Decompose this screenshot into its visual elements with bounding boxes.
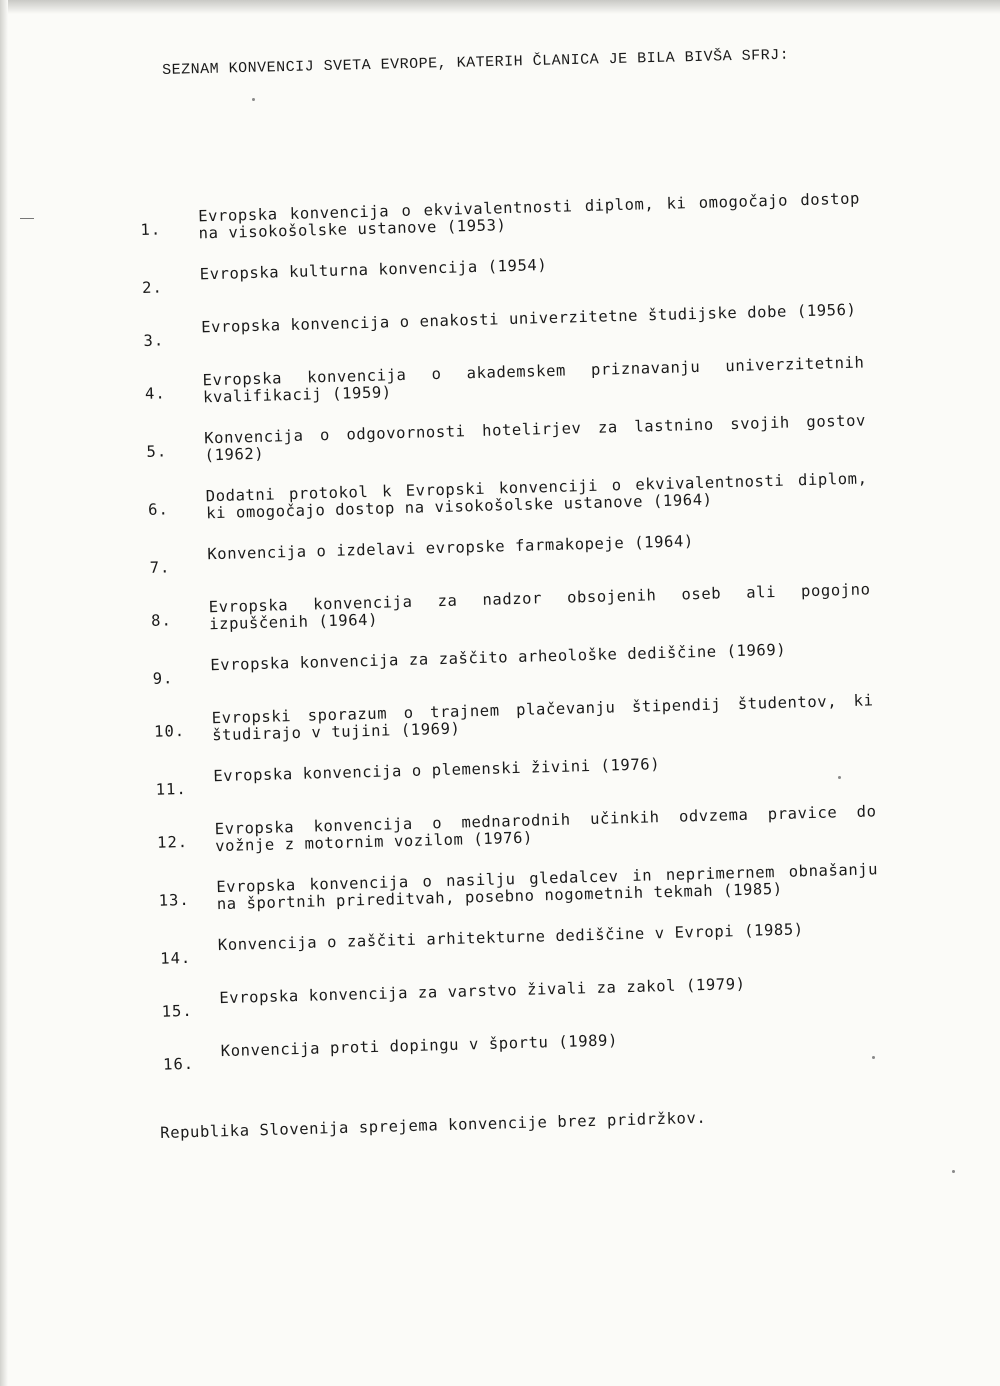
item-number: 2. [141,278,164,297]
scan-speck [252,98,255,101]
item-number: 3. [143,331,165,350]
list-item [161,972,882,1020]
scan-speck [838,776,841,779]
list-item [146,412,867,465]
list-item [163,1025,884,1073]
list-item [160,919,881,967]
list-item [148,470,869,523]
item-text: Evropska konvencija za zaščito arheološke dediščine (1969) [210,640,787,675]
list-item [144,354,865,407]
item-text: Konvencija o odgovornosti hotelirjev za lastnino svojih gostov (1962) [203,411,867,465]
item-text: Evropska konvencija o ekvivalentnosti diplom, ki omogočajo dostop na visokošolske ustanove (1953) [197,189,861,243]
list-item [151,581,872,634]
item-number: 4. [144,384,166,403]
item-text: Evropski sporazum o trajnem plačevanju štipendij študentov, ki študirajo v tujini (1969) [211,691,874,745]
item-number: 9. [152,669,174,688]
item-text: Evropska kulturna konvencija (1954) [199,256,548,284]
item-text: Evropska konvencija o nasilju gledalcev in neprimernem obnašanju na športnih prireditvah, posebno nogometnih tekmah (1985) [216,860,879,914]
item-number: 12. [156,832,189,852]
item-text: Evropska konvencija o mednarodnih učinkih odvzema pravice do vožnje z motornim vozilom (1976) [214,802,877,856]
document-title: SEZNAM KONVENCIJ SVETA EVROPE, KATERIH ČLANICA JE BILA BIVŠA SFRJ: [162,46,790,79]
scan-speck [872,1056,875,1059]
item-text: Dodatni protokol k Evropski konvenciji o ekvivalentnosti diplom, ki omogočajo dostop na visokošolske ustanove (1964) [205,469,868,523]
item-text: Konvencija proti dopingu v športu (1989) [220,1031,619,1061]
item-text: Konvencija o izdelavi evropske farmakopeje (1964) [207,532,695,564]
item-number: 13. [158,890,190,910]
scan-edge-top [0,0,1000,14]
item-number: 7. [149,558,171,577]
list-item [155,750,876,798]
list-item [158,861,879,914]
item-text: Evropska konvencija o enakosti univerzitetne študijske dobe (1956) [200,300,857,337]
list-item [149,528,870,576]
item-text: Evropska konvencija za nadzor obsojenih oseb ali pogojno izpuščenih (1964) [208,580,871,634]
item-number: 8. [150,611,173,630]
item-text: Evropska konvencija o plemenski živini (1976) [213,755,661,786]
closing-statement: Republika Slovenija sprejema konvencije brez pridržkov. [160,1108,707,1142]
list-item [157,803,878,856]
item-text: Evropska konvencija za varstvo živali za zakol (1979) [219,974,746,1008]
item-number: 14. [160,948,192,968]
item-text: Konvencija o zaščiti arhitekturne dediščine v Evropi (1985) [217,920,804,955]
scan-edge-left [0,0,8,1386]
list-item [152,639,873,687]
scan-speck [952,1170,955,1173]
item-number: 15. [161,1001,193,1021]
list-item [143,301,864,349]
item-number: 11. [155,779,187,799]
item-number: 10. [153,721,186,741]
list-item [154,692,875,745]
list-item [140,191,861,244]
item-number: 5. [146,442,168,461]
convention-list [140,191,884,1098]
margin-mark [20,218,34,219]
item-number: 6. [147,500,170,519]
item-text: Evropska konvencija o akademskem priznavanju univerzitetnih kvalifikacij (1959) [202,353,865,407]
item-number: 16. [162,1054,195,1074]
item-number: 1. [140,220,162,239]
list-item [142,249,863,297]
